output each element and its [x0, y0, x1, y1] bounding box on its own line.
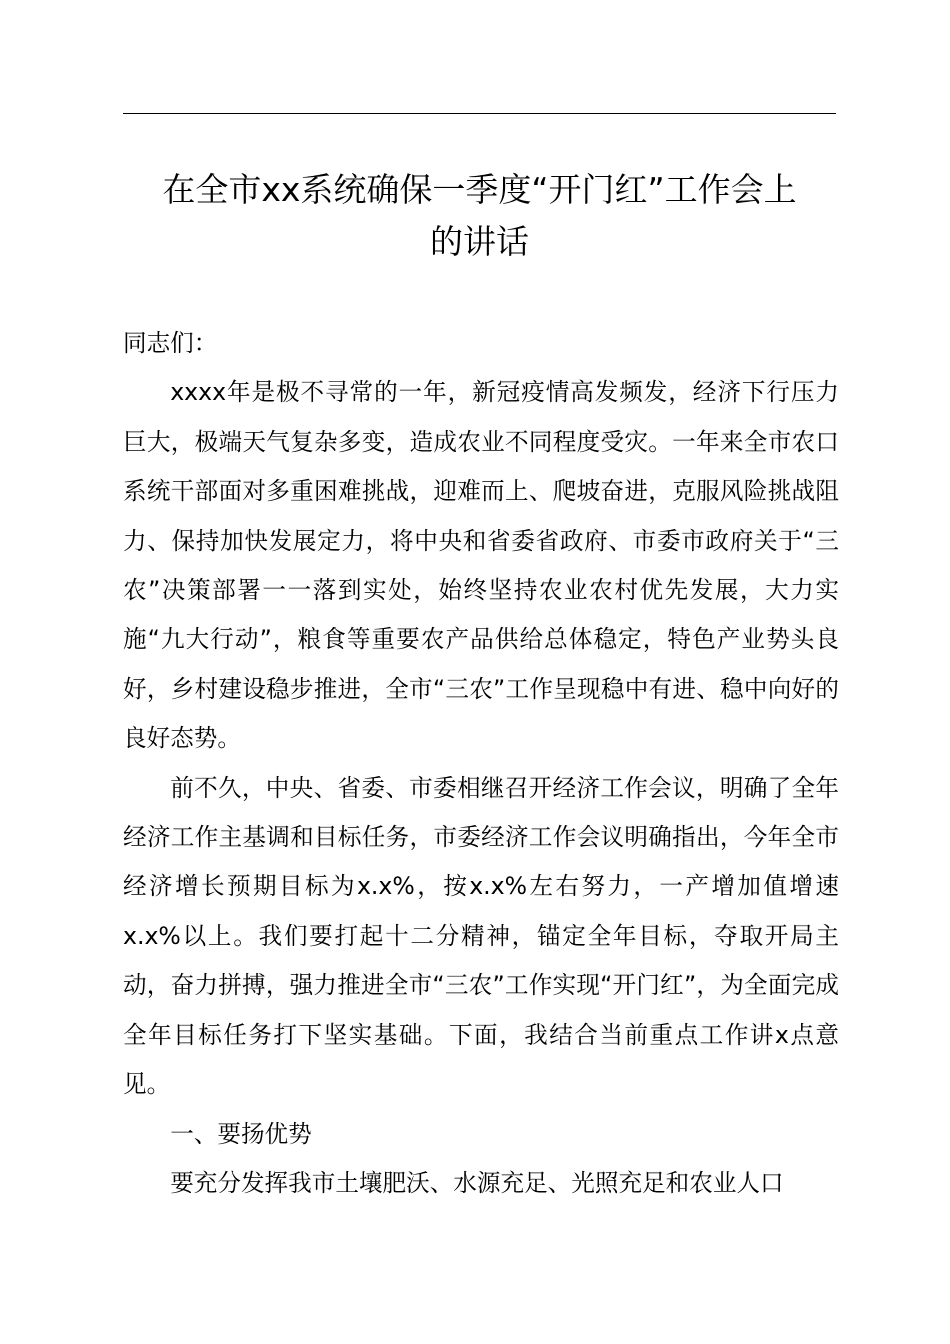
title-line-1: 在全市xx系统确保一季度“开门红”工作会上	[162, 170, 797, 209]
header-rule	[123, 113, 836, 114]
section-heading: 一、要扬优势	[170, 1119, 312, 1148]
paragraph-1: xxxx年是极不寻常的一年，新冠疫情高发频发，经济下行压力巨大，极端天气复杂多变，造成农业不同程度受灾。一年来全市农口系统干部面对多重困难挑战，迎难而上、爬坡奋进，克服风险挑战阻力、保持加快发展定力，将中央和省委省政府、市委市政府关于“三农”决策部署一一落到实处，始终坚持农业农村优先发展，大力实施“九大行动”，粮食等重要农产品供给总体稳定，特色产业势头良好，乡村建设稳步推进，全市“三农”工作呈现稳中有进、稳中向好的良好态势。	[123, 378, 839, 753]
document-body	[123, 319, 839, 1208]
paragraph-3: 要充分发挥我市土壤肥沃、水源充足、光照充足和农业人口	[170, 1168, 784, 1197]
document-title	[123, 164, 836, 268]
paragraph-2: 前不久，中央、省委、市委相继召开经济工作会议，明确了全年经济工作主基调和目标任务，市委经济工作会议明确指出，今年全市经济增长预期目标为x.x%，按x.x%左右努力，一产增加值增速x.x%以上。我们要打起十二分精神，锚定全年目标，夺取开局主动，奋力拼搏，强力推进全市“三农”工作实现“开门红”，为全面完成全年目标任务打下坚实基础。下面，我结合当前重点工作讲x点意见。	[123, 773, 839, 1099]
title-line-2: 的讲话	[430, 222, 529, 261]
salutation: 同志们：	[123, 329, 218, 357]
